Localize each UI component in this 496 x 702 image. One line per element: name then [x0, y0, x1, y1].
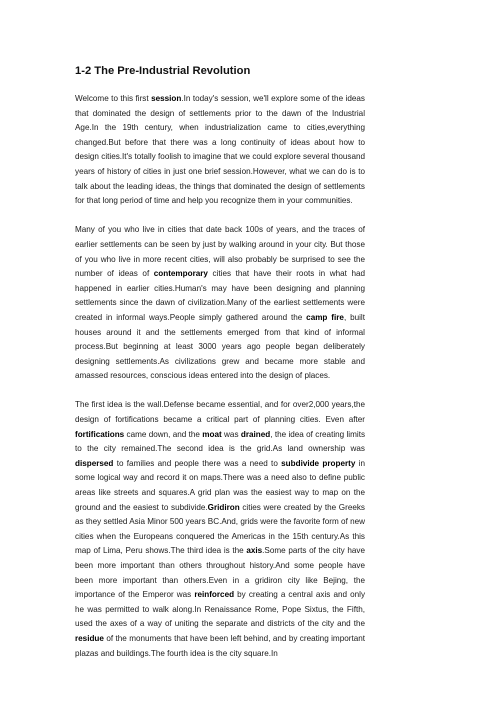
- text-segment: to families and people there was a need to: [113, 458, 282, 468]
- paragraph-3: [75, 398, 365, 661]
- bold-term: session: [151, 94, 182, 103]
- text-segment: , built houses around it and the settlements emerged from that kind of informal process.But beginning at least 3000 years ago people began deliberately designing settlements.As civilizations grew and became more stable and amassed resources, conscious ideas entered into the design of places.: [75, 312, 365, 381]
- bold-term: residue: [75, 633, 104, 643]
- text-segment: Many of you who live in cities that date back 100s of years, and the traces of earlier settlements can be seen by just by walking around in your city. But those of you who live in more recent cities, will also probably be surprised to see the number of ideas of: [75, 225, 365, 279]
- text-segment: , the idea of creating limits to the city remained.The second idea is the grid.As land ownership was: [75, 429, 366, 454]
- text-segment: by creating a central axis and only he was permitted to walk along.In Renaissance Rome, Pope Sixtus, the Fifth, used the axes of a way of uniting the separate and districts of the city and the: [75, 590, 366, 629]
- document-title: 1-2 The Pre-Industrial Revolution: [75, 65, 251, 77]
- bold-term: moat: [202, 429, 222, 439]
- bold-term: contemporary: [153, 269, 208, 279]
- text-segment: was: [221, 429, 241, 439]
- bold-term: dispersed: [75, 458, 114, 468]
- text-segment: Welcome to this first: [75, 94, 152, 103]
- bold-term: reinforced: [194, 590, 235, 600]
- text-segment: came down, and the: [124, 429, 203, 439]
- text-segment: The first idea is the wall.Defense became essential, and for over2,000 years,the design of fortifications became a critical part of planning cities. Even after: [75, 400, 365, 425]
- bold-term: axis: [246, 546, 263, 556]
- paragraph-1: [75, 92, 365, 209]
- text-segment: of the monuments that have been left behind, and by creating important plazas and buildings.The fourth idea is the city square.In: [75, 633, 365, 658]
- bold-term: fortifications: [75, 429, 125, 439]
- bold-term: subdivide property: [281, 458, 356, 468]
- bold-term: Gridiron: [207, 502, 240, 512]
- text-segment: cities that have their roots in what had happened in earlier cities.Human's may have been designing and planning settlements since the dawn of civilization.Many of the earliest settlements were created in informal ways.People simply gathered around the: [75, 269, 366, 322]
- bold-term: camp fire: [306, 312, 344, 322]
- paragraph-2: [75, 223, 365, 384]
- bold-term: drained: [240, 429, 271, 439]
- text-segment: .In today's session, we'll explore some of the ideas that dominated the design of settlements prior to the dawn of the Industrial Age.In the 19th century, when industrialization came to cities,everything changed.But before that there was a long continuity of ideas about how to design cities.It's totally foolish to imagine that we could explore several thousand years of history of cities in just one brief session.However, what we can do is to talk about the leading ideas, the things that dominated the design of settlements for that long period of time and help you recognize them in your communities.: [75, 94, 365, 206]
- text-segment: in some logical way and record it on maps.There was a need also to define public areas like streets and squares.A grid plan was the easiest way to map on the ground and the easiest to subdivide.: [75, 458, 365, 512]
- text-segment: cities were created by the Greeks as they settled Asia Minor 500 years BC.And, grids were the favorite form of new cities when the Europeans conquered the Americas in the 15th century.As this map of Lima, Peru shows.The third idea is the: [75, 502, 365, 556]
- text-segment: .Some parts of the city have been more important than others throughout history.And some people have been more important than others.Even in a gridiron city like Bejing, the importance of the Emperor was: [75, 546, 365, 600]
